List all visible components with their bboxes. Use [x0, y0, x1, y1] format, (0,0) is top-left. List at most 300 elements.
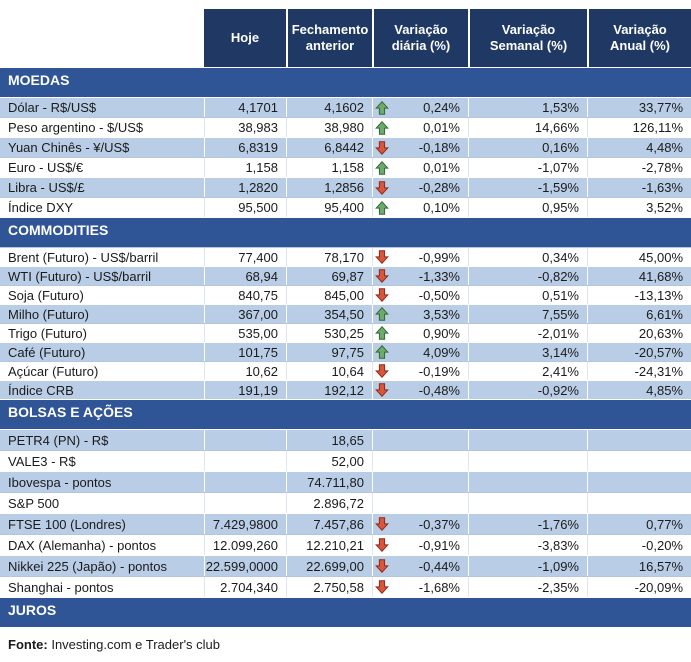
cell-variacao-diaria [372, 451, 468, 471]
cell-fechamento-value: 95,400 [324, 200, 364, 215]
cell-fechamento-value: 74.711,80 [307, 474, 364, 490]
table-row [0, 513, 691, 534]
cell-variacao-diaria-value: 0,90% [423, 325, 460, 341]
cell-variacao-semanal [468, 98, 587, 117]
cell-variacao-anual-value: -0,20% [641, 537, 683, 553]
row-label [0, 472, 204, 492]
source-label: Fonte: [8, 637, 48, 652]
row-label [0, 98, 204, 117]
cell-fechamento-value: 4,1602 [324, 100, 364, 115]
cell-fechamento-value: 2.750,58 [313, 579, 364, 595]
column-header-variacao-anual: Variação Anual (%) [587, 9, 691, 67]
cell-fechamento-value: 78,170 [324, 249, 364, 265]
cell-variacao-diaria [372, 343, 468, 361]
cell-hoje [204, 118, 286, 137]
row-label-value: S&P 500 [8, 495, 60, 511]
cell-variacao-semanal-value: 0,16% [542, 140, 579, 155]
cell-hoje-value: 68,94 [245, 268, 278, 284]
row-label-value: Soja (Futuro) [8, 287, 84, 303]
cell-variacao-semanal-value: 0,51% [542, 287, 579, 303]
cell-hoje [204, 577, 286, 597]
cell-variacao-semanal [468, 286, 587, 304]
cell-variacao-semanal-value: 14,66% [534, 120, 579, 135]
cell-hoje-value: 2.704,340 [220, 579, 278, 595]
cell-fechamento [286, 514, 372, 534]
cell-hoje-value: 1,158 [245, 160, 278, 175]
row-label [0, 324, 204, 342]
cell-fechamento [286, 267, 372, 285]
cell-variacao-diaria [372, 305, 468, 323]
cell-hoje [204, 286, 286, 304]
cell-variacao-anual [587, 98, 691, 117]
cell-variacao-diaria [372, 381, 468, 399]
row-label [0, 514, 204, 534]
cell-variacao-semanal [468, 493, 587, 513]
section-header-moedas: MOEDAS [0, 68, 691, 97]
column-header-hoje: Hoje [204, 9, 286, 67]
cell-variacao-diaria [372, 362, 468, 380]
cell-fechamento [286, 430, 372, 450]
cell-fechamento-value: 6,8442 [324, 140, 364, 155]
cell-variacao-anual [587, 198, 691, 217]
cell-variacao-diaria [372, 178, 468, 197]
cell-fechamento [286, 324, 372, 342]
cell-hoje-value: 10,62 [245, 363, 278, 379]
cell-hoje [204, 451, 286, 471]
cell-variacao-anual-value: 0,77% [646, 516, 683, 532]
cell-hoje [204, 343, 286, 361]
cell-variacao-diaria-value: -0,28% [418, 180, 460, 195]
table-row [0, 137, 691, 157]
section-header-juros: JUROS [0, 598, 691, 627]
up-arrow-icon [375, 345, 389, 360]
cell-variacao-diaria [372, 535, 468, 555]
cell-hoje-value: 22.599,0000 [205, 558, 278, 574]
cell-fechamento [286, 98, 372, 117]
row-label-value: VALE3 - R$ [8, 453, 76, 469]
cell-variacao-diaria-value: -0,91% [418, 537, 460, 553]
table-row [0, 471, 691, 492]
down-arrow-icon [375, 288, 389, 303]
row-label-value: Shanghai - pontos [8, 579, 114, 595]
table-row [0, 492, 691, 513]
cell-variacao-diaria-value: -0,18% [418, 140, 460, 155]
cell-variacao-anual [587, 362, 691, 380]
cell-variacao-diaria [372, 324, 468, 342]
cell-variacao-semanal [468, 248, 587, 266]
cell-variacao-semanal-value: -0,82% [537, 268, 579, 284]
cell-variacao-diaria [372, 514, 468, 534]
cell-fechamento-value: 1,2856 [324, 180, 364, 195]
cell-hoje [204, 305, 286, 323]
cell-variacao-semanal-value: 1,53% [542, 100, 579, 115]
down-arrow-icon [375, 140, 389, 155]
row-label [0, 267, 204, 285]
cell-variacao-semanal [468, 178, 587, 197]
cell-fechamento-value: 10,64 [331, 363, 364, 379]
cell-variacao-diaria-value: -0,50% [418, 287, 460, 303]
row-label [0, 158, 204, 177]
table-row [0, 177, 691, 197]
table-row [0, 534, 691, 555]
cell-hoje-value: 840,75 [238, 287, 278, 303]
row-label-value: Peso argentino - $/US$ [8, 120, 144, 135]
cell-variacao-anual [587, 577, 691, 597]
cell-variacao-semanal-value: 7,55% [542, 306, 579, 322]
cell-fechamento-value: 22.699,00 [306, 558, 364, 574]
down-arrow-icon [375, 538, 389, 553]
cell-variacao-semanal-value: -2,35% [537, 579, 579, 595]
cell-variacao-semanal [468, 118, 587, 137]
cell-fechamento [286, 577, 372, 597]
cell-variacao-anual [587, 472, 691, 492]
source-note [8, 637, 691, 652]
cell-variacao-diaria [372, 556, 468, 576]
down-arrow-icon [375, 580, 389, 595]
cell-fechamento [286, 198, 372, 217]
row-label-value: FTSE 100 (Londres) [8, 516, 126, 532]
cell-variacao-diaria [372, 118, 468, 137]
cell-variacao-semanal [468, 430, 587, 450]
cell-variacao-semanal [468, 362, 587, 380]
table-row [0, 285, 691, 304]
down-arrow-icon [375, 180, 389, 195]
cell-variacao-semanal [468, 381, 587, 399]
row-label [0, 362, 204, 380]
row-label [0, 493, 204, 513]
row-label [0, 178, 204, 197]
cell-variacao-semanal [468, 577, 587, 597]
row-label [0, 451, 204, 471]
row-label [0, 118, 204, 137]
cell-hoje-value: 4,1701 [238, 100, 278, 115]
cell-variacao-anual-value: 3,52% [646, 200, 683, 215]
cell-hoje-value: 367,00 [238, 306, 278, 322]
row-label [0, 343, 204, 361]
cell-variacao-diaria-value: -1,68% [418, 579, 460, 595]
cell-hoje [204, 248, 286, 266]
cell-fechamento [286, 248, 372, 266]
cell-variacao-anual [587, 451, 691, 471]
table-row [0, 450, 691, 471]
cell-fechamento-value: 7.457,86 [313, 516, 364, 532]
cell-fechamento [286, 305, 372, 323]
row-label-value: Brent (Futuro) - US$/barril [8, 249, 159, 265]
row-label-value: Trigo (Futuro) [8, 325, 87, 341]
cell-variacao-diaria [372, 158, 468, 177]
cell-variacao-anual-value: -2,78% [641, 160, 683, 175]
cell-hoje-value: 535,00 [238, 325, 278, 341]
cell-hoje-value: 6,8319 [238, 140, 278, 155]
cell-hoje [204, 324, 286, 342]
cell-fechamento [286, 381, 372, 399]
section-header-bolsas-e-acoes: BOLSAS E AÇÕES [0, 400, 691, 429]
cell-variacao-semanal [468, 198, 587, 217]
source-text: Investing.com e Trader's club [51, 637, 221, 652]
cell-variacao-semanal-value: 2,41% [542, 363, 579, 379]
row-label-value: Índice CRB [8, 382, 74, 398]
cell-variacao-diaria [372, 267, 468, 285]
cell-variacao-anual-value: 45,00% [638, 249, 683, 265]
cell-variacao-semanal [468, 158, 587, 177]
cell-fechamento [286, 493, 372, 513]
cell-variacao-diaria [372, 472, 468, 492]
cell-hoje [204, 198, 286, 217]
cell-fechamento [286, 472, 372, 492]
cell-variacao-anual-value: -13,13% [634, 287, 683, 303]
cell-variacao-anual [587, 556, 691, 576]
down-arrow-icon [375, 383, 389, 398]
cell-variacao-diaria-value: 0,01% [423, 120, 460, 135]
row-label [0, 556, 204, 576]
cell-variacao-anual-value: -20,57% [634, 344, 683, 360]
table-row [0, 117, 691, 137]
cell-hoje [204, 493, 286, 513]
cell-variacao-anual-value: 126,11% [632, 120, 683, 135]
cell-fechamento-value: 2.896,72 [313, 495, 364, 511]
cell-variacao-semanal-value: 3,14% [542, 344, 579, 360]
cell-variacao-diaria [372, 248, 468, 266]
cell-variacao-diaria-value: -0,44% [418, 558, 460, 574]
cell-variacao-diaria [372, 430, 468, 450]
cell-fechamento [286, 362, 372, 380]
cell-hoje-value: 95,500 [238, 200, 278, 215]
section-moedas [0, 68, 691, 217]
cell-fechamento [286, 286, 372, 304]
row-label-value: Ibovespa - pontos [8, 474, 112, 490]
cell-variacao-diaria-value: -0,19% [418, 363, 460, 379]
table-body [0, 68, 691, 627]
row-label-value: WTI (Futuro) - US$/barril [8, 268, 152, 284]
up-arrow-icon [375, 200, 389, 215]
cell-fechamento-value: 97,75 [331, 344, 364, 360]
cell-variacao-anual-value: 20,63% [638, 325, 683, 341]
row-label [0, 305, 204, 323]
cell-variacao-semanal-value: -1,59% [537, 180, 579, 195]
cell-variacao-diaria [372, 577, 468, 597]
cell-fechamento-value: 69,87 [331, 268, 364, 284]
cell-fechamento-value: 530,25 [324, 325, 364, 341]
cell-variacao-semanal-value: 0,95% [542, 200, 579, 215]
row-label [0, 198, 204, 217]
cell-variacao-anual-value: -24,31% [634, 363, 683, 379]
row-label-value: Nikkei 225 (Japão) - pontos [8, 558, 167, 574]
row-label [0, 248, 204, 266]
cell-variacao-diaria-value: -1,33% [418, 268, 460, 284]
cell-variacao-anual [587, 118, 691, 137]
cell-hoje [204, 267, 286, 285]
cell-hoje-value: 1,2820 [238, 180, 278, 195]
cell-fechamento [286, 118, 372, 137]
cell-variacao-anual [587, 381, 691, 399]
cell-variacao-anual [587, 430, 691, 450]
cell-variacao-anual [587, 138, 691, 157]
cell-variacao-anual [587, 305, 691, 323]
row-label [0, 577, 204, 597]
cell-variacao-diaria [372, 98, 468, 117]
cell-hoje [204, 158, 286, 177]
cell-variacao-semanal-value: -1,09% [537, 558, 579, 574]
cell-variacao-anual [587, 514, 691, 534]
cell-variacao-anual [587, 324, 691, 342]
cell-hoje-value: 7.429,9800 [212, 516, 278, 532]
table-row [0, 247, 691, 266]
table-row [0, 380, 691, 399]
cell-variacao-diaria-value: -0,99% [418, 249, 460, 265]
cell-variacao-diaria-value: -0,48% [418, 382, 460, 398]
table-row [0, 576, 691, 597]
cell-hoje [204, 514, 286, 534]
cell-variacao-anual [587, 535, 691, 555]
row-label [0, 430, 204, 450]
table-row [0, 361, 691, 380]
cell-hoje-value: 77,400 [238, 249, 278, 265]
cell-fechamento [286, 178, 372, 197]
row-label [0, 138, 204, 157]
cell-variacao-semanal [468, 535, 587, 555]
cell-fechamento-value: 354,50 [324, 306, 364, 322]
row-label-value: Índice DXY [8, 200, 74, 215]
cell-fechamento [286, 556, 372, 576]
up-arrow-icon [375, 160, 389, 175]
cell-variacao-semanal [468, 556, 587, 576]
cell-variacao-semanal [468, 324, 587, 342]
cell-variacao-anual [587, 493, 691, 513]
cell-variacao-semanal-value: -0,92% [537, 382, 579, 398]
cell-variacao-diaria-value: 0,10% [423, 200, 460, 215]
cell-variacao-semanal-value: -1,76% [537, 516, 579, 532]
cell-variacao-semanal-value: -2,01% [537, 325, 579, 341]
down-arrow-icon [375, 269, 389, 284]
row-label-value: Euro - US$/€ [8, 160, 84, 175]
cell-fechamento-value: 192,12 [324, 382, 364, 398]
table-row [0, 97, 691, 117]
section-bolsas-e-acoes [0, 400, 691, 597]
cell-hoje-value: 38,983 [238, 120, 278, 135]
cell-fechamento [286, 535, 372, 555]
cell-variacao-anual-value: 4,85% [646, 382, 683, 398]
column-header-variacao-semanal: Variação Semanal (%) [468, 9, 587, 67]
cell-variacao-anual-value: 6,61% [646, 306, 683, 322]
row-label [0, 535, 204, 555]
cell-variacao-anual [587, 178, 691, 197]
cell-variacao-diaria [372, 493, 468, 513]
cell-variacao-anual [587, 343, 691, 361]
cell-hoje [204, 556, 286, 576]
column-header-variacao-diaria: Variação diária (%) [372, 9, 468, 67]
header-corner-spacer [0, 9, 204, 67]
cell-variacao-anual [587, 267, 691, 285]
cell-variacao-anual-value: -20,09% [634, 579, 683, 595]
cell-hoje [204, 138, 286, 157]
row-label-value: PETR4 (PN) - R$ [8, 432, 109, 448]
cell-fechamento-value: 38,980 [324, 120, 364, 135]
table-row [0, 266, 691, 285]
row-label-value: Dólar - R$/US$ [8, 100, 97, 115]
row-label [0, 286, 204, 304]
section-commodities [0, 218, 691, 399]
cell-variacao-diaria-value: 0,01% [423, 160, 460, 175]
cell-hoje [204, 178, 286, 197]
cell-variacao-diaria-value: 4,09% [423, 344, 460, 360]
cell-hoje [204, 362, 286, 380]
cell-variacao-anual [587, 286, 691, 304]
table-row [0, 157, 691, 177]
down-arrow-icon [375, 559, 389, 574]
row-label-value: Milho (Futuro) [8, 306, 89, 322]
cell-variacao-semanal [468, 138, 587, 157]
cell-fechamento [286, 343, 372, 361]
cell-variacao-semanal-value: 0,34% [542, 249, 579, 265]
cell-variacao-diaria [372, 138, 468, 157]
cell-hoje [204, 535, 286, 555]
cell-hoje-value: 191,19 [238, 382, 278, 398]
up-arrow-icon [375, 100, 389, 115]
cell-variacao-semanal [468, 267, 587, 285]
cell-variacao-anual [587, 248, 691, 266]
section-header-commodities: COMMODITIES [0, 218, 691, 247]
cell-hoje-value: 12.099,260 [212, 537, 278, 553]
cell-hoje [204, 98, 286, 117]
cell-variacao-semanal-value: -3,83% [537, 537, 579, 553]
cell-variacao-semanal [468, 514, 587, 534]
cell-variacao-anual-value: 16,57% [638, 558, 683, 574]
cell-fechamento [286, 158, 372, 177]
cell-fechamento-value: 845,00 [324, 287, 364, 303]
down-arrow-icon [375, 250, 389, 265]
cell-variacao-anual-value: -1,63% [641, 180, 683, 195]
down-arrow-icon [375, 364, 389, 379]
table-row [0, 555, 691, 576]
cell-variacao-diaria [372, 286, 468, 304]
row-label-value: Açúcar (Futuro) [8, 363, 99, 379]
cell-variacao-anual [587, 158, 691, 177]
row-label-value: Café (Futuro) [8, 344, 86, 360]
down-arrow-icon [375, 517, 389, 532]
cell-fechamento [286, 138, 372, 157]
row-label [0, 381, 204, 399]
cell-variacao-anual-value: 33,77% [638, 100, 683, 115]
cell-variacao-diaria [372, 198, 468, 217]
cell-variacao-semanal [468, 451, 587, 471]
cell-fechamento-value: 12.210,21 [306, 537, 364, 553]
cell-fechamento-value: 52,00 [331, 453, 364, 469]
up-arrow-icon [375, 120, 389, 135]
section-juros [0, 598, 691, 627]
cell-variacao-diaria-value: 3,53% [423, 306, 460, 322]
cell-variacao-anual-value: 41,68% [638, 268, 683, 284]
cell-hoje [204, 430, 286, 450]
table-row [0, 429, 691, 450]
cell-variacao-diaria-value: 0,24% [423, 100, 460, 115]
cell-variacao-semanal [468, 305, 587, 323]
cell-fechamento-value: 18,65 [331, 432, 364, 448]
cell-variacao-semanal-value: -1,07% [537, 160, 579, 175]
cell-hoje [204, 472, 286, 492]
cell-variacao-semanal [468, 472, 587, 492]
cell-variacao-diaria-value: -0,37% [418, 516, 460, 532]
row-label-value: Libra - US$/£ [8, 180, 85, 195]
up-arrow-icon [375, 326, 389, 341]
table-row [0, 342, 691, 361]
cell-fechamento-value: 1,158 [331, 160, 364, 175]
row-label-value: Yuan Chinês - ¥/US$ [8, 140, 130, 155]
table-header [0, 9, 691, 67]
table-row [0, 197, 691, 217]
row-label-value: DAX (Alemanha) - pontos [8, 537, 157, 553]
column-header-fechamento: Fechamento anterior [286, 9, 372, 67]
cell-hoje [204, 381, 286, 399]
